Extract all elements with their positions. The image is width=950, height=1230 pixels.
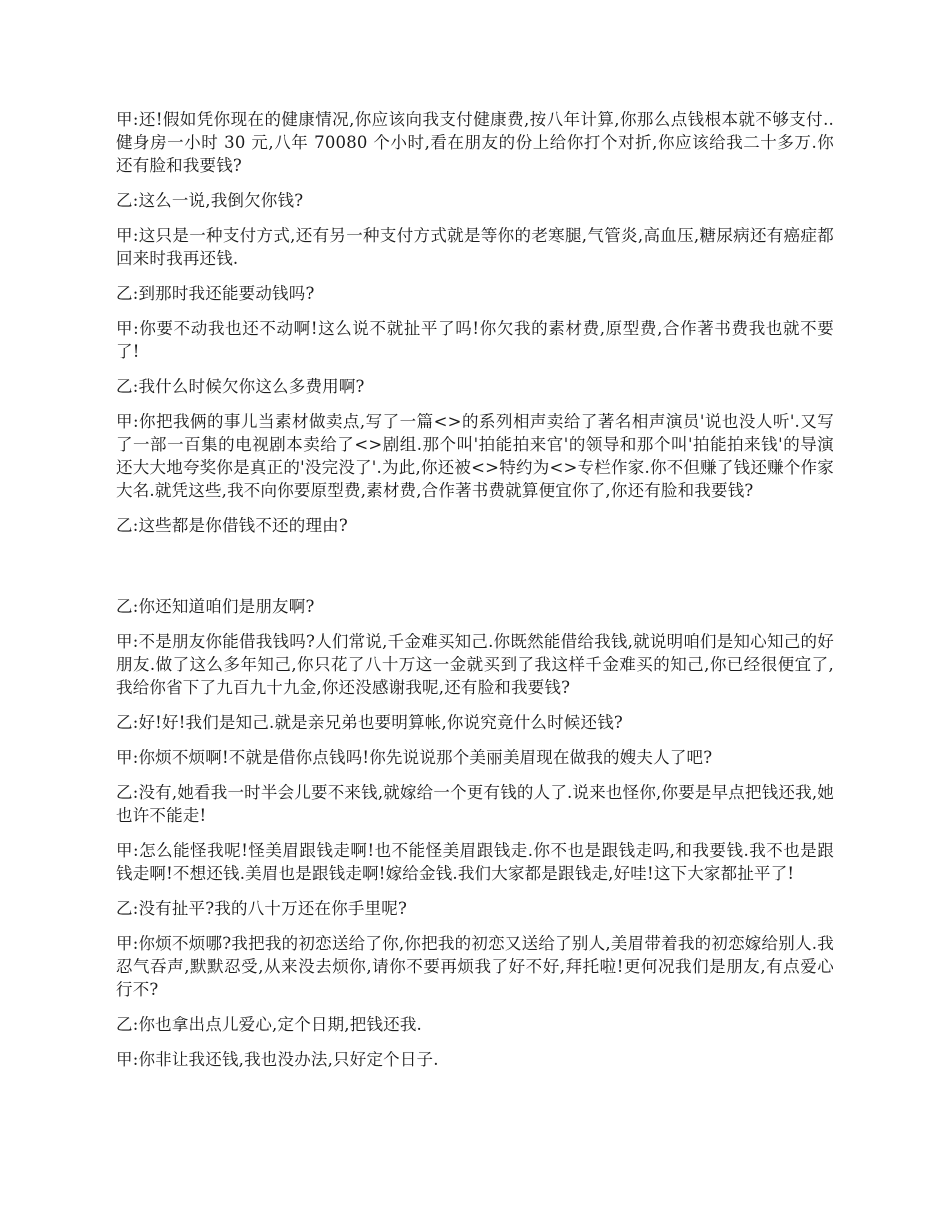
document-page xyxy=(116,108,834,1083)
dialogue-line: 甲:你要不动我也还不动啊!这么说不就扯平了吗!你欠我的素材费,原型费,合作著书费我也就不要了! xyxy=(116,319,834,361)
dialogue-line: 甲:你烦不烦啊!不就是借你点钱吗!你先说说那个美丽美眉现在做我的嫂夫人了吧? xyxy=(116,748,713,767)
dialogue-line: 甲:你烦不烦哪?我把我的初恋送给了你,你把我的初恋又送给了别人,美眉带着我的初恋嫁给别人.我忍气吞声,默默忍受,从来没去烦你,请你不要再烦我了好不好,拜托啦!更何况我们是朋友,有点爱心行不? xyxy=(116,934,834,999)
dialogue-line: 乙:这些都是你借钱不还的理由? xyxy=(116,516,348,535)
dialogue-section-2 xyxy=(116,595,834,1071)
dialogue-section-1 xyxy=(116,108,834,537)
dialogue-line: 乙:这么一说,我倒欠你钱? xyxy=(116,191,304,210)
dialogue-line: 甲:你非让我还钱,我也没办法,只好定个日子. xyxy=(116,1050,439,1069)
dialogue-line: 甲:怎么能怪我呢!怪美眉跟钱走啊!也不能怪美眉跟钱走.你不也是跟钱走吗,和我要钱.我不也是跟钱走啊!不想还钱.美眉也是跟钱走啊!嫁给金钱.我们大家都是跟钱走,好哇!这下大家都扯平了! xyxy=(116,841,834,883)
dialogue-line: 乙:好!好!我们是知己.就是亲兄弟也要明算帐,你说究竟什么时候还钱? xyxy=(116,713,623,732)
dialogue-line: 乙:你也拿出点儿爱心,定个日期,把钱还我. xyxy=(116,1015,422,1034)
dialogue-line: 乙:我什么时候欠你这么多费用啊? xyxy=(116,377,365,396)
dialogue-line: 乙:没有,她看我一时半会儿要不来钱,就嫁给一个更有钱的人了.说来也怪你,你要是早点把钱还我,她也许不能走! xyxy=(116,783,834,825)
dialogue-line: 乙:你还知道咱们是朋友啊? xyxy=(116,597,315,616)
dialogue-line: 甲:还!假如凭你现在的健康情况,你应该向我支付健康费,按八年计算,你那么点钱根本就不够支付..健身房一小时 30 元,八年 70080 个小时,看在朋友的份上给你打个对折,你应该给我二十多万.你还有脸和我要钱? xyxy=(116,110,834,175)
dialogue-line: 乙:没有扯平?我的八十万还在你手里呢? xyxy=(116,899,408,918)
dialogue-line: 乙:到那时我还能要动钱吗? xyxy=(116,284,315,303)
section-gap xyxy=(116,549,834,595)
dialogue-line: 甲:不是朋友你能借我钱吗?人们常说,千金难买知己.你既然能借给我钱,就说明咱们是知心知己的好朋友.做了这么多年知己,你只花了八十万这一金就买到了我这样千金难买的知己,你已经很便宜了,我给你省下了九百九十九金,你还没感谢我呢,还有脸和我要钱? xyxy=(116,632,834,697)
dialogue-line: 甲:你把我俩的事儿当素材做卖点,写了一篇<>的系列相声卖给了著名相声演员'说也没人听'.又写了一部一百集的电视剧本卖给了<>剧组.那个叫'拍能拍来官'的领导和那个叫'拍能拍来钱'的导演还大大地夸奖你是真正的'没完没了'.为此,你还被<>特约为<>专栏作家.你不但赚了钱还赚个作家大名.就凭这些,我不向你要原型费,素材费,合作著书费就算便宜你了,你还有脸和我要钱? xyxy=(116,412,834,500)
dialogue-line: 甲:这只是一种支付方式,还有另一种支付方式就是等你的老寒腿,气管炎,高血压,糖尿病还有癌症都回来时我再还钱. xyxy=(116,226,834,268)
